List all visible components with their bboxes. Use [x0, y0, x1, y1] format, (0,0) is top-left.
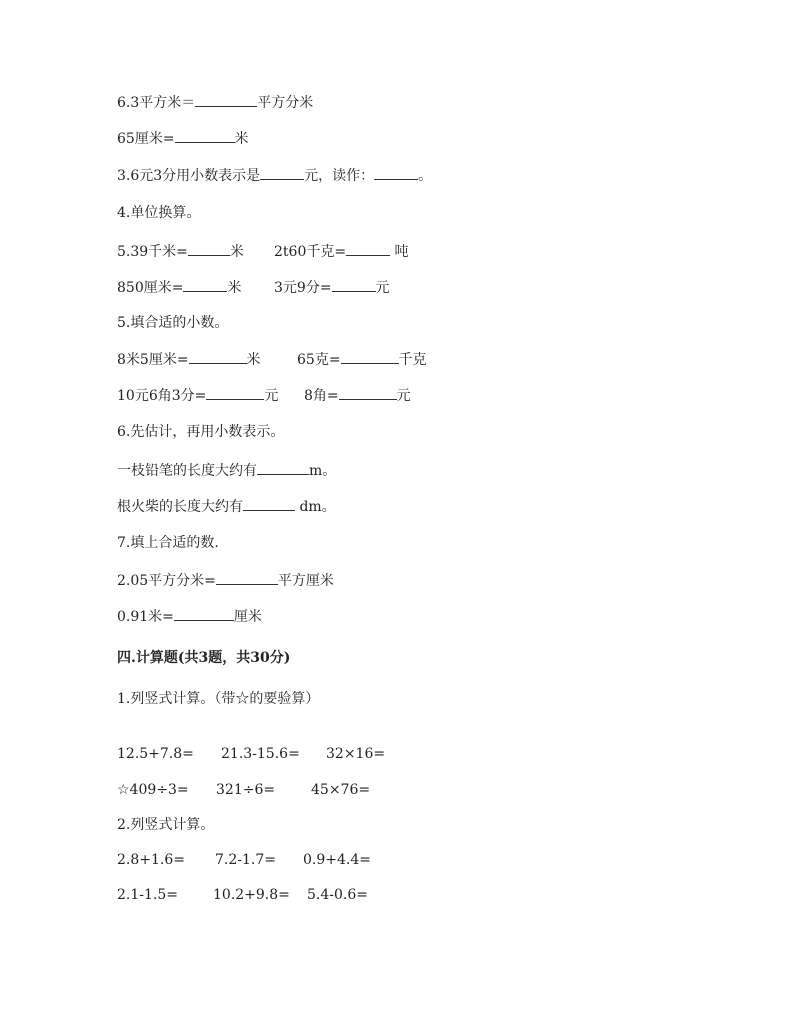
calc-expression: 32×16=	[326, 746, 386, 762]
unit-text: 米	[246, 352, 261, 368]
calc-expression: 321÷6=	[216, 782, 276, 798]
answer-blank[interactable]	[332, 277, 376, 292]
answer-blank[interactable]	[339, 385, 397, 400]
section-fill-numbers: 7.填上合适的数.	[117, 535, 219, 551]
question-text: 一枝铅笔的长度大约有	[117, 463, 257, 479]
unit-text: 元	[396, 388, 411, 404]
calc-row	[117, 744, 517, 764]
unit-text: 元	[264, 388, 279, 404]
calc-expression: 2.8+1.6=	[117, 852, 185, 868]
question-text: 65克=	[297, 352, 341, 368]
question-text: 2.05平方分米=	[117, 573, 216, 589]
answer-blank[interactable]	[175, 128, 235, 143]
question-text: 850厘米=	[117, 280, 184, 296]
unit-text: 吨	[394, 244, 409, 260]
question-area-conversion	[117, 92, 313, 113]
question-meter-to-cm	[117, 606, 262, 627]
calc-expression: ☆409÷3=	[117, 782, 189, 798]
answer-blank[interactable]	[206, 385, 264, 400]
answer-blank[interactable]	[216, 570, 278, 585]
question-text: 8角=	[304, 388, 339, 404]
calc-row	[117, 780, 517, 800]
unit-text: 平方厘米	[277, 573, 334, 589]
question-text: 2t60千克=	[274, 244, 347, 260]
question-row	[117, 349, 517, 369]
question-match-length	[117, 496, 336, 517]
question-area-to-cm	[117, 570, 334, 591]
question-text: 0.91米=	[117, 609, 174, 625]
calc-expression: 45×76=	[311, 782, 371, 798]
answer-blank[interactable]	[174, 606, 234, 621]
answer-blank[interactable]	[260, 165, 304, 180]
calc-expression: 5.4-0.6=	[307, 887, 368, 903]
section-heading-calculation: 四.计算题(共3题，共30分)	[117, 650, 291, 666]
question-text: 6.3平方米＝	[117, 95, 196, 111]
subsection-vertical-calc-1: 1.列竖式计算。（带☆的要验算）	[117, 691, 320, 707]
question-text: 65厘米=	[117, 131, 175, 147]
question-row	[117, 385, 517, 405]
question-row	[117, 241, 517, 261]
question-text: 根火柴的长度大约有	[117, 499, 243, 515]
calc-expression: 21.3-15.6=	[221, 746, 300, 762]
answer-blank[interactable]	[341, 349, 399, 364]
answer-blank[interactable]	[188, 241, 230, 256]
unit-text: 千克	[398, 352, 427, 368]
answer-blank[interactable]	[257, 460, 309, 475]
question-text: 5.39千米=	[117, 244, 188, 260]
calc-expression: 0.9+4.4=	[303, 852, 371, 868]
calc-expression: 10.2+9.8=	[213, 887, 290, 903]
question-text: 3.6元3分用小数表示是	[117, 168, 261, 184]
unit-text: 平方分米	[257, 95, 314, 111]
question-length-conversion	[117, 128, 249, 149]
question-money-decimal	[117, 165, 432, 186]
section-fill-decimals: 5.填合适的小数。	[117, 315, 229, 331]
question-text: 元，读作：	[304, 168, 375, 184]
answer-blank[interactable]	[346, 241, 390, 256]
answer-blank[interactable]	[189, 349, 247, 364]
subsection-vertical-calc-2: 2.列竖式计算。	[117, 817, 215, 833]
calc-expression: 2.1-1.5=	[117, 887, 178, 903]
unit-text: dm。	[299, 499, 336, 515]
answer-blank[interactable]	[183, 277, 227, 292]
answer-blank[interactable]	[374, 165, 418, 180]
unit-text: 米	[234, 131, 249, 147]
question-text: 8米5厘米=	[117, 352, 189, 368]
calc-expression: 12.5+7.8=	[117, 746, 194, 762]
question-text: 10元6角3分=	[117, 388, 207, 404]
calc-expression: 7.2-1.7=	[215, 852, 276, 868]
answer-blank[interactable]	[195, 92, 257, 107]
answer-blank[interactable]	[243, 496, 295, 511]
punctuation-text: 。	[418, 168, 433, 184]
unit-text: 厘米	[233, 609, 262, 625]
unit-text: 元	[375, 280, 390, 296]
question-text: 3元9分=	[274, 280, 332, 296]
section-unit-conversion: 4.单位换算。	[117, 205, 201, 221]
unit-text: m。	[309, 463, 337, 479]
unit-text: 米	[229, 244, 244, 260]
calc-row	[117, 850, 517, 870]
question-pencil-length	[117, 460, 336, 481]
unit-text: 米	[227, 280, 242, 296]
question-row	[117, 277, 517, 297]
section-estimate: 6.先估计，再用小数表示。	[117, 424, 285, 440]
calc-row	[117, 885, 517, 905]
